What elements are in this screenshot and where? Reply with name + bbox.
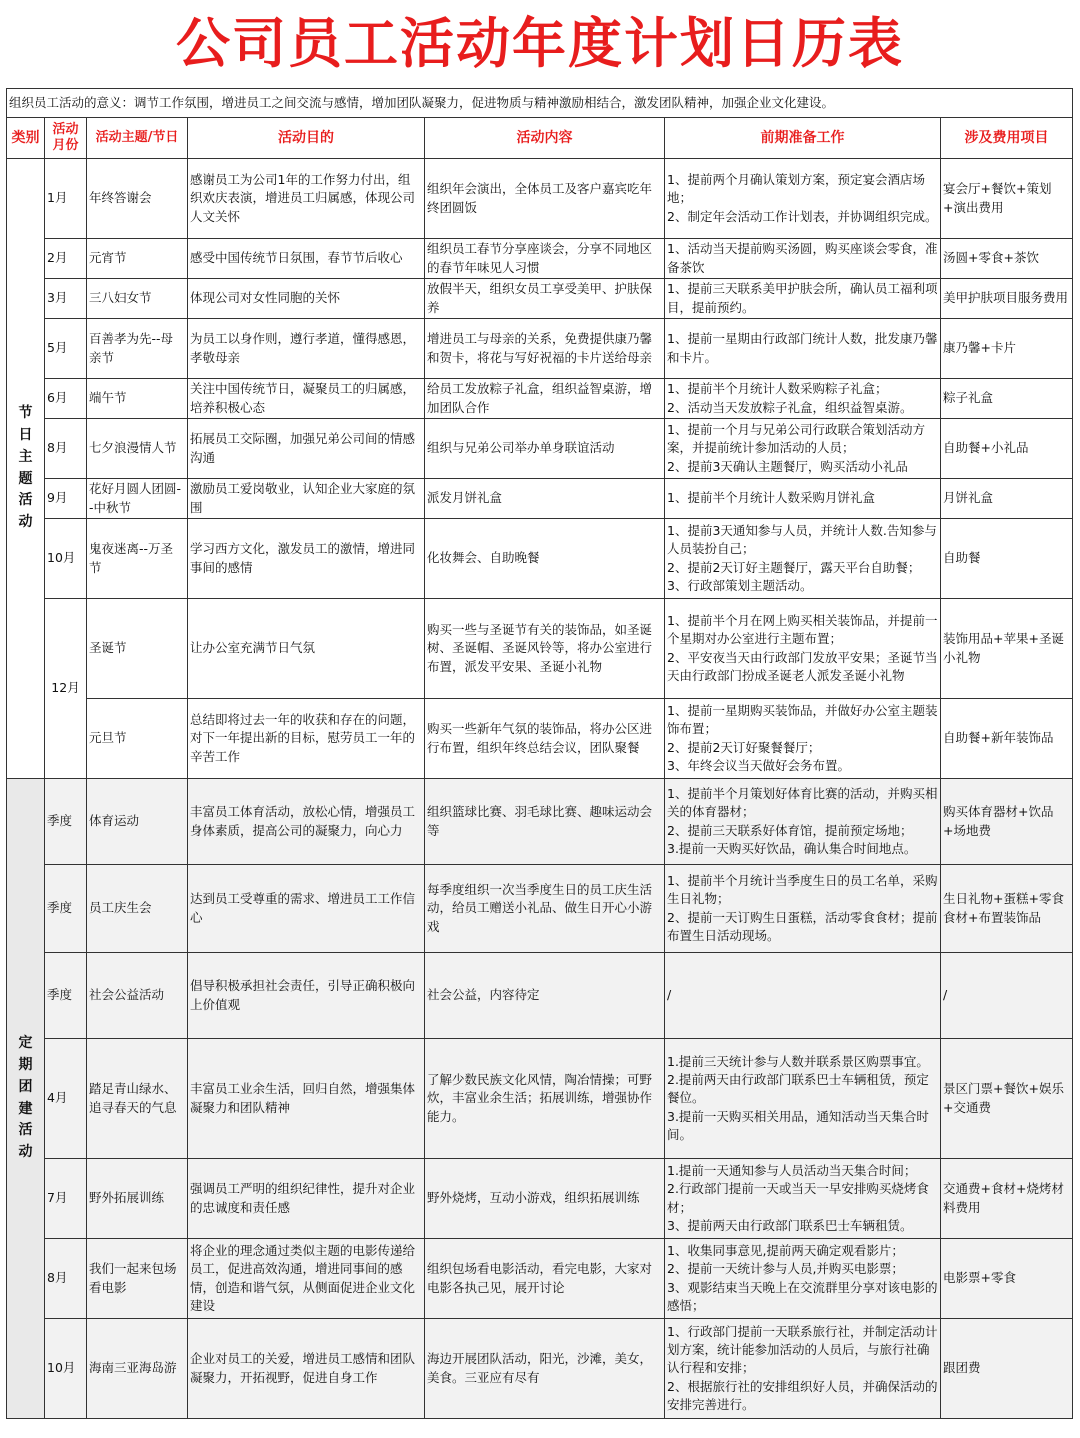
month-cell: 7月 xyxy=(45,1159,87,1239)
prep-cell: 1、提前两个月确认策划方案，预定宴会酒店场地； 2、制定年会活动工作计划表，并协调组织完成。 xyxy=(665,159,941,239)
prep-cell: 1、提前三天联系美甲护肤会所，确认员工福利项目，提前预约。 xyxy=(665,279,941,319)
prep-cell: 1、活动当天提前购买汤圆，购买座谈会零食，准备茶饮 xyxy=(665,239,941,279)
cost-cell: 月饼礼盒 xyxy=(941,479,1073,519)
header-month: 活动月份 xyxy=(45,118,87,159)
cost-cell: 电影票+零食 xyxy=(941,1239,1073,1319)
content-cell: 海边开展团队活动，阳光，沙滩，美女，美食。三亚应有尽有 xyxy=(425,1319,665,1419)
table-row xyxy=(7,1159,1073,1239)
purpose-cell: 为员工以身作则，遵行孝道，懂得感恩，孝敬母亲 xyxy=(188,319,425,379)
content-cell: 组织年会演出，全体员工及客户嘉宾吃年终团圆饭 xyxy=(425,159,665,239)
month-cell: 10月 xyxy=(45,1319,87,1419)
table-row xyxy=(7,279,1073,319)
page-title: 公司员工活动年度计划日历表 xyxy=(176,12,904,75)
theme-cell: 社会公益活动 xyxy=(87,953,188,1039)
cost-cell: 生日礼物+蛋糕+零食食材+布置装饰品 xyxy=(941,865,1073,953)
month-cell: 季度 xyxy=(45,779,87,865)
prep-cell: 1、提前半个月统计人数采购粽子礼盒； 2、活动当天发放粽子礼盒，组织益智桌游。 xyxy=(665,379,941,419)
prep-cell: 1.提前三天统计参与人数并联系景区购票事宜。 2.提前两天由行政部门联系巴士车辆租赁，预定餐位。 3.提前一天购买相关用品，通知活动当天集合时间。 xyxy=(665,1039,941,1159)
prep-cell: 1、提前半个月在网上购买相关装饰品，并提前一个星期对办公室进行主题布置； 2、平安夜当天由行政部门发放平安果；圣诞节当天由行政部门扮成圣诞老人派发圣诞小礼物 xyxy=(665,599,941,699)
table-row xyxy=(7,379,1073,419)
purpose-cell: 体现公司对女性同胞的关怀 xyxy=(188,279,425,319)
purpose-cell: 拓展员工交际圈，加强兄弟公司间的情感沟通 xyxy=(188,419,425,479)
prep-cell: 1、提前一星期购买装饰品，并做好办公室主题装饰布置； 2、提前2天订好聚餐餐厅； 3、年终会议当天做好会务布置。 xyxy=(665,699,941,779)
month-cell: 9月 xyxy=(45,479,87,519)
theme-cell: 体育运动 xyxy=(87,779,188,865)
table-row xyxy=(7,779,1073,865)
purpose-cell: 丰富员工业余生活，回归自然，增强集体凝聚力和团队精神 xyxy=(188,1039,425,1159)
prep-cell: 1、收集同事意见,提前两天确定观看影片； 2、提前一天统计参与人员,并购买电影票； 3、观影结束当天晚上在交流群里分享对该电影的感悟； xyxy=(665,1239,941,1319)
prep-cell: 1、行政部门提前一天联系旅行社，并制定活动计划方案，统计能参加活动的人员后，与旅行社确认行程和安排； 2、根据旅行社的安排组织好人员，并确保活动的安排完善进行。 xyxy=(665,1319,941,1419)
month-cell: 季度 xyxy=(45,865,87,953)
cost-cell: 购买体育器材+饮品+场地费 xyxy=(941,779,1073,865)
table-row xyxy=(7,599,1073,699)
header-category: 类别 xyxy=(7,118,45,159)
content-cell: 每季度组织一次当季度生日的员工庆生活动，给员工赠送小礼品、做生日开心小游戏 xyxy=(425,865,665,953)
cost-cell: 宴会厅+餐饮+策划+演出费用 xyxy=(941,159,1073,239)
table-row xyxy=(7,1319,1073,1419)
theme-cell: 三八妇女节 xyxy=(87,279,188,319)
purpose-cell: 丰富员工体育活动，放松心情，增强员工身体素质，提高公司的凝聚力，向心力 xyxy=(188,779,425,865)
table-row xyxy=(7,1239,1073,1319)
content-cell: 野外烧烤，互动小游戏，组织拓展训练 xyxy=(425,1159,665,1239)
content-cell: 组织与兄弟公司举办单身联谊活动 xyxy=(425,419,665,479)
content-cell: 增进员工与母亲的关系，免费提供康乃馨和贺卡，将花与写好祝福的卡片送给母亲 xyxy=(425,319,665,379)
table-row xyxy=(7,953,1073,1039)
category-cell: 定 期 团 建 活 动 xyxy=(7,779,45,1419)
month-cell: 8月 xyxy=(45,1239,87,1319)
purpose-cell: 关注中国传统节日，凝聚员工的归属感，培养积极心态 xyxy=(188,379,425,419)
theme-cell: 我们一起来包场看电影 xyxy=(87,1239,188,1319)
theme-cell: 鬼夜迷离--万圣节 xyxy=(87,519,188,599)
purpose-cell: 总结即将过去一年的收获和存在的问题，对下一年提出新的目标，慰劳员工一年的辛苦工作 xyxy=(188,699,425,779)
table-row xyxy=(7,159,1073,239)
theme-cell: 花好月圆人团圆--中秋节 xyxy=(87,479,188,519)
purpose-cell: 让办公室充满节日气氛 xyxy=(188,599,425,699)
prep-cell: 1、提前3天通知参与人员，并统计人数.告知参与人员装扮自己； 2、提前2天订好主题餐厅，露天平台自助餐； 3、行政部策划主题活动。 xyxy=(665,519,941,599)
purpose-cell: 强调员工严明的组织纪律性，提升对企业的忠诚度和责任感 xyxy=(188,1159,425,1239)
activity-plan-table xyxy=(6,88,1073,1419)
intro-text: 组织员工活动的意义：调节工作氛围，增进员工之间交流与感情，增加团队凝聚力，促进物质与精神激励相结合，激发团队精神，加强企业文化建设。 xyxy=(7,89,1073,118)
content-cell: 给员工发放粽子礼盒，组织益智桌游，增加团队合作 xyxy=(425,379,665,419)
theme-cell: 员工庆生会 xyxy=(87,865,188,953)
purpose-cell: 学习西方文化，激发员工的激情，增进同事间的感情 xyxy=(188,519,425,599)
table-row xyxy=(7,865,1073,953)
content-cell: 放假半天，组织女员工享受美甲、护肤保养 xyxy=(425,279,665,319)
purpose-cell: 激励员工爱岗敬业，认知企业大家庭的氛围 xyxy=(188,479,425,519)
prep-cell: 1、提前一星期由行政部门统计人数，批发康乃馨和卡片。 xyxy=(665,319,941,379)
cost-cell: / xyxy=(941,953,1073,1039)
header-prep: 前期准备工作 xyxy=(665,118,941,159)
cost-cell: 装饰用品+苹果+圣诞小礼物 xyxy=(941,599,1073,699)
header-cost: 涉及费用项目 xyxy=(941,118,1073,159)
purpose-cell: 将企业的理念通过类似主题的电影传递给员工，促进高效沟通，增进同事间的感情，创造和谐气氛，从侧面促进企业文化建设 xyxy=(188,1239,425,1319)
table-row xyxy=(7,319,1073,379)
table-row xyxy=(7,239,1073,279)
cost-cell: 美甲护肤项目服务费用 xyxy=(941,279,1073,319)
month-cell: 5月 xyxy=(45,319,87,379)
theme-cell: 圣诞节 xyxy=(87,599,188,699)
purpose-cell: 倡导积极承担社会责任，引导正确积极向上价值观 xyxy=(188,953,425,1039)
purpose-cell: 达到员工受尊重的需求、增进员工工作信心 xyxy=(188,865,425,953)
cost-cell: 自助餐+新年装饰品 xyxy=(941,699,1073,779)
cost-cell: 交通费+食材+烧烤材料费用 xyxy=(941,1159,1073,1239)
month-cell: 6月 xyxy=(45,379,87,419)
month-cell: 季度 xyxy=(45,953,87,1039)
prep-cell: 1、提前半个月策划好体育比赛的活动，并购买相关的体育器材； 2、提前三天联系好体育馆，提前预定场地； 3.提前一天购买好饮品，确认集合时间地点。 xyxy=(665,779,941,865)
prep-cell: 1、提前一个月与兄弟公司行政联合策划活动方案，并提前统计参加活动的人员； 2、提前3天确认主题餐厅，购买活动小礼品 xyxy=(665,419,941,479)
content-cell: 购买一些与圣诞节有关的装饰品，如圣诞树、圣诞帽、圣诞风铃等，将办公室进行布置，派发平安果、圣诞小礼物 xyxy=(425,599,665,699)
theme-cell: 百善孝为先--母亲节 xyxy=(87,319,188,379)
header-content: 活动内容 xyxy=(425,118,665,159)
theme-cell: 年终答谢会 xyxy=(87,159,188,239)
cost-cell: 自助餐 xyxy=(941,519,1073,599)
month-cell: 2月 xyxy=(45,239,87,279)
month-cell: 1月 xyxy=(45,159,87,239)
theme-cell: 海南三亚海岛游 xyxy=(87,1319,188,1419)
content-cell: 组织包场看电影活动，看完电影，大家对电影各执己见，展开讨论 xyxy=(425,1239,665,1319)
content-cell: 购买一些新年气氛的装饰品，将办公区进行布置，组织年终总结会议，团队聚餐 xyxy=(425,699,665,779)
month-cell: 12月 xyxy=(45,599,87,779)
cost-cell: 粽子礼盒 xyxy=(941,379,1073,419)
prep-cell: 1、提前半个月统计人数采购月饼礼盒 xyxy=(665,479,941,519)
prep-cell: 1、提前半个月统计当季度生日的员工名单，采购生日礼物； 2、提前一天订购生日蛋糕，活动零食食材；提前布置生日活动现场。 xyxy=(665,865,941,953)
theme-cell: 元旦节 xyxy=(87,699,188,779)
category-cell: 节 日 主 题 活 动 xyxy=(7,159,45,779)
prep-cell: 1.提前一天通知参与人员活动当天集合时间； 2.行政部门提前一天或当天一早安排购买烧烤食材； 3、提前两天由行政部门联系巴士车辆租赁。 xyxy=(665,1159,941,1239)
cost-cell: 康乃馨+卡片 xyxy=(941,319,1073,379)
table-row xyxy=(7,419,1073,479)
month-cell: 10月 xyxy=(45,519,87,599)
cost-cell: 景区门票+餐饮+娱乐+交通费 xyxy=(941,1039,1073,1159)
theme-cell: 野外拓展训练 xyxy=(87,1159,188,1239)
content-cell: 化妆舞会、自助晚餐 xyxy=(425,519,665,599)
theme-cell: 七夕浪漫情人节 xyxy=(87,419,188,479)
cost-cell: 自助餐+小礼品 xyxy=(941,419,1073,479)
content-cell: 派发月饼礼盒 xyxy=(425,479,665,519)
content-cell: 组织员工春节分享座谈会，分享不同地区的春节年味见人习惯 xyxy=(425,239,665,279)
content-cell: 社会公益，内容待定 xyxy=(425,953,665,1039)
content-cell: 组织篮球比赛、羽毛球比赛、趣味运动会等 xyxy=(425,779,665,865)
theme-cell: 踏足青山绿水、追寻春天的气息 xyxy=(87,1039,188,1159)
cost-cell: 汤圆+零食+茶饮 xyxy=(941,239,1073,279)
month-cell: 8月 xyxy=(45,419,87,479)
content-cell: 了解少数民族文化风情，陶冶情操；可野炊，丰富业余生活；拓展训练，增强协作能力。 xyxy=(425,1039,665,1159)
header-theme: 活动主题/节日 xyxy=(87,118,188,159)
table-row xyxy=(7,699,1073,779)
header-purpose: 活动目的 xyxy=(188,118,425,159)
purpose-cell: 企业对员工的关爱，增进员工感情和团队凝聚力，开拓视野，促进自身工作 xyxy=(188,1319,425,1419)
cost-cell: 跟团费 xyxy=(941,1319,1073,1419)
purpose-cell: 感受中国传统节日氛围，春节节后收心 xyxy=(188,239,425,279)
table-row xyxy=(7,479,1073,519)
month-cell: 4月 xyxy=(45,1039,87,1159)
table-row xyxy=(7,1039,1073,1159)
table-row xyxy=(7,519,1073,599)
prep-cell: / xyxy=(665,953,941,1039)
theme-cell: 元宵节 xyxy=(87,239,188,279)
theme-cell: 端午节 xyxy=(87,379,188,419)
month-cell: 3月 xyxy=(45,279,87,319)
purpose-cell: 感谢员工为公司1年的工作努力付出，组织欢庆表演，增进员工归属感，体现公司人文关怀 xyxy=(188,159,425,239)
